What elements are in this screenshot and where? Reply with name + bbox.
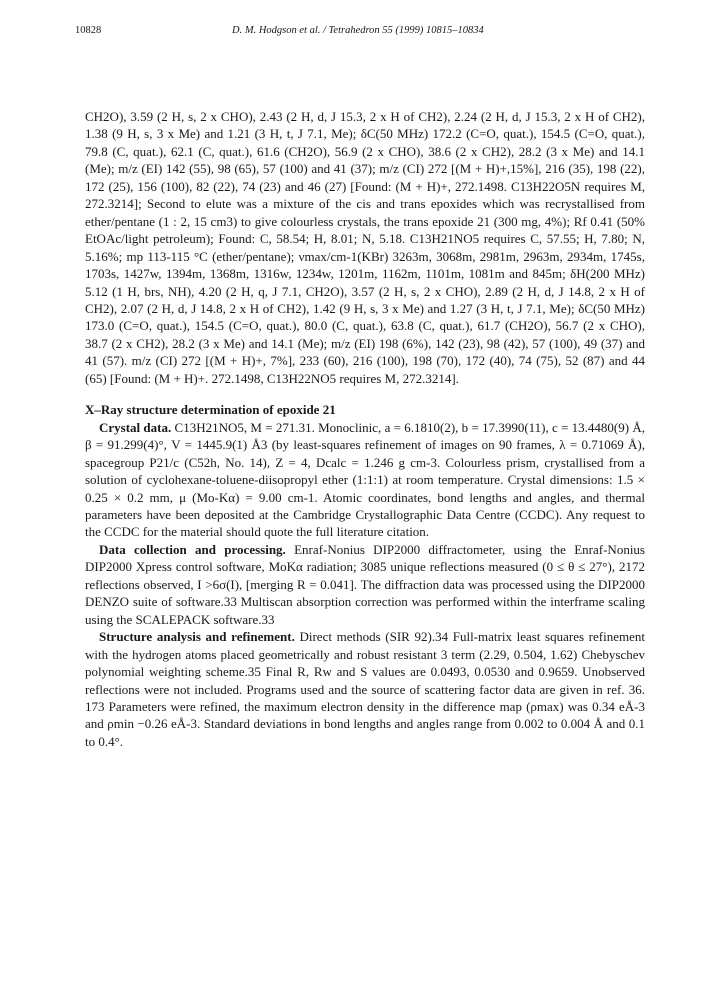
experimental-paragraph: CH2O), 3.59 (2 H, s, 2 x CHO), 2.43 (2 H, d, J 15.3, 2 x H of CH2), 2.24 (2 H, d, J 15.3, 2 x H of CH2), 1.38 (9 H, s, 3 x Me) and 1.21 (3 H, t, J 7.1, Me); δC(50 MHz) 172.2 (C=O, quat.), 154.5 (C=O, quat.), 79.8 (C, quat.), 62.1 (C, quat.), 61.6 (CH2O), 56.9 (2 x CHO), 38.6 (2 x CH2), 28.2 (3 x Me) and 14.1 (Me); m/z (EI) 142 (55), 98 (65), 57 (100) and 41 (37); m/z (CI) 272 [(M + H)+,15%], 216 (35), 198 (22), 172 (25), 156 (100), 82 (22), 74 (23) and 46 (27) [Found: (M + H)+, 272.1498. C13H22O5N requires M, 272.3214]; Second to elute was a mixture of the cis and trans epoxides which was recrystallised from ether/pentane (1 : 2, 15 cm3) to give colourless crystals, the trans epoxide 21 (300 mg, 4%); Rf 0.41 (50% EtOAc/light petroleum); Found: C, 58.54; H, 8.01; N, 5.18. C13H21NO5 requires C, 57.55; H, 7.80; N, 5.16%; mp 113-115 °C (ether/pentane); νmax/cm-1(KBr) 3263m, 3068m, 2981m, 2963m, 2934m, 1745s, 1703s, 1427w, 1394m, 1368m, 1316w, 1234w, 1201m, 1162m, 1101m, 1081m and 845m; δH(200 MHz) 5.12 (1 H, brs, NH), 4.20 (2 H, q, J 7.1, CH2O), 3.57 (2 H, s, 2 x CHO), 2.89 (2 H, d, J 14.8, 2 x H of CH2), 2.07 (2 H, d, J 14.8, 2 x H of CH2), 1.42 (9 H, s, 3 x Me) and 1.27 (3 H, t, J 7.1, Me); δC(50 MHz) 173.0 (C=O, quat.), 154.5 (C=O, quat.), 80.0 (C, quat.), 63.8 (C, quat.), 61.7 (CH2O), 56.7 (2 x CHO), 38.7 (2 x CH2), 28.2 (3 x Me) and 14.1 (Me); m/z (EI) 198 (6%), 142 (23), 98 (42), 57 (100), 49 (37) and 41 (57). m/z (CI) 272 [(M + H)+, 7%], 233 (60), 216 (100), 198 (70), 172 (40), 74 (75), 52 (87) and 44 (65) [Found: (M + H)+. 272.1498, C13H22NO5 requires M, 272.3214].: [85, 109, 645, 386]
crystal-data-heading: Crystal data.: [99, 419, 172, 435]
structure-analysis-heading: Structure analysis and refinement.: [99, 629, 295, 645]
data-collection-paragraph: [85, 541, 645, 628]
section-title: X–Ray structure determination of epoxide 21: [85, 402, 336, 418]
structure-analysis-paragraph: [85, 628, 645, 750]
body-text: [85, 108, 645, 750]
crystal-data-paragraph: [85, 419, 645, 541]
data-collection-text: Enraf-Nonius DIP2000 diffractometer, using the Enraf-Nonius DIP2000 Xpress control software, MoKα radiation; 3085 unique reflections measured (0 ≤ θ ≤ 27°), 2172 reflections observed, I >6σ(I), [merging R = 0.041]. The diffraction data was processed using the DIP2000 DENZO suite of software.33 Multiscan absorption correction was performed within the interframe scaling using the SCALEPACK software.33: [85, 541, 645, 627]
structure-analysis-text: Direct methods (SIR 92).34 Full-matrix least squares refinement with the hydrogen atoms placed geometrically and robust resistant 3 term (2.29, 0.504, 1.62) Chebyschev polynomial weighting scheme.35 Final R, Rw and S values are 0.0493, 0.0530 and 0.9659. Unobserved reflections were not included. Programs used and the source of scattering factor data are given in ref. 36. 173 Parameters were refined, the maximum electron density in the difference map (ρmax) was 0.34 eÅ-3 and ρmin −0.26 eÅ-3. Standard deviations in bond lengths and angles range from 0.002 to 0.004 Å and 0.1 to 0.4°.: [85, 629, 645, 749]
page-number: 10828: [75, 25, 102, 36]
crystal-data-text: C13H21NO5, M = 271.31. Monoclinic, a = 6.1810(2), b = 17.3990(11), c = 13.4480(9) Å, β = 91.299(4)°, V = 1445.9(1) Å3 (by least-squares refinement of images on 90 frames, λ = 0.71069 Å), spacegroup P21/c (C52h, No. 14), Z = 4, Dcalc = 1.246 g cm-3. Colourless prism, crystallised from a solution of cyclohexane-toluene-diisopropyl ether (1:1:1) at room temperature. Crystal dimensions: 1.5 × 0.25 × 0.2 mm, μ (Mo-Kα) = 9.00 cm-1. Atomic coordinates, bond lengths and angles, and thermal parameters have been deposited at the Cambridge Crystallographic Data Centre (CCDC). Any request to the CCDC for the material should quote the full literature citation.: [85, 419, 646, 540]
running-title: D. M. Hodgson et al. / Tetrahedron 55 (1999) 10815–10834: [232, 25, 484, 36]
data-collection-heading: Data collection and processing.: [99, 541, 286, 557]
